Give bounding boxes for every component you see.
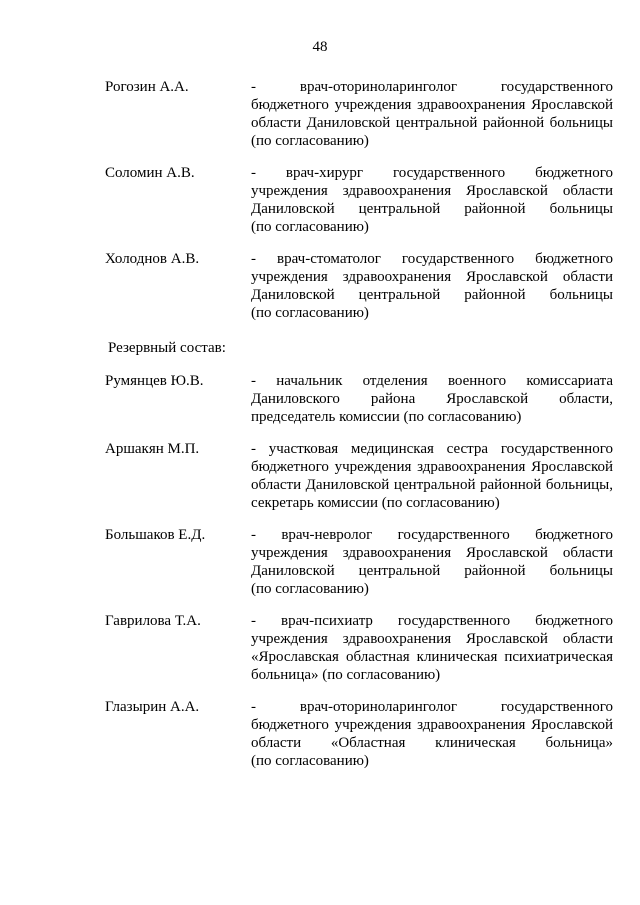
description-line: учреждения здравоохранения Ярославской области — [251, 183, 613, 199]
description-line: учреждения здравоохранения Ярославской области — [251, 269, 613, 285]
description-line: учреждения здравоохранения Ярославской области — [251, 631, 613, 647]
description-line: области Даниловской центральной районной больницы, — [251, 477, 613, 493]
description-line: больница» (по согласованию) — [251, 667, 441, 683]
description-line: Даниловской центральной районной больницы — [251, 287, 613, 303]
description-line: (по согласованию) — [251, 305, 369, 321]
description-line: - начальник отделения военного комиссариата — [251, 373, 613, 389]
description-line: (по согласованию) — [251, 581, 369, 597]
member-name: Глазырин А.А. — [105, 699, 200, 715]
reserve-heading: Резервный состав: — [108, 340, 226, 356]
description-line: (по согласованию) — [251, 133, 369, 149]
description-line: Даниловской центральной районной больницы — [251, 563, 613, 579]
description-line: области Даниловской центральной районной больницы — [251, 115, 613, 131]
member-description — [251, 372, 613, 426]
description-line: бюджетного учреждения здравоохранения Ярославской — [251, 97, 613, 113]
description-line: Даниловского района Ярославской области, — [251, 391, 613, 407]
description-line: Даниловской центральной районной больницы — [251, 201, 613, 217]
member-description — [251, 78, 613, 150]
member-description — [251, 612, 613, 684]
member-description — [251, 250, 613, 322]
member-name: Гаврилова Т.А. — [105, 613, 201, 629]
member-description — [251, 526, 613, 598]
member-name: Аршакян М.П. — [105, 441, 200, 457]
description-line: - участковая медицинская сестра государственного — [251, 441, 613, 457]
member-name: Румянцев Ю.В. — [105, 373, 204, 389]
page-number: 48 — [312, 39, 328, 55]
description-line: - врач-оториноларинголог государственного — [251, 79, 613, 95]
description-line: (по согласованию) — [251, 753, 369, 769]
description-line: области «Областная клиническая больница» — [251, 735, 613, 751]
description-line: бюджетного учреждения здравоохранения Ярославской — [251, 717, 613, 733]
description-line: учреждения здравоохранения Ярославской области — [251, 545, 613, 561]
description-line: (по согласованию) — [251, 219, 369, 235]
description-line: - врач-стоматолог государственного бюджетного — [251, 251, 613, 267]
member-description — [251, 440, 613, 512]
member-description — [251, 164, 613, 236]
description-line: - врач-хирург государственного бюджетного — [251, 165, 613, 181]
member-name: Холоднов А.В. — [105, 251, 200, 267]
member-name: Соломин А.В. — [105, 165, 195, 181]
description-line: «Ярославская областная клиническая психиатрическая — [251, 649, 613, 665]
description-line: - врач-оториноларинголог государственного — [251, 699, 613, 715]
description-line: - врач-психиатр государственного бюджетного — [251, 613, 613, 629]
description-line: секретарь комиссии (по согласованию) — [251, 495, 500, 511]
description-line: бюджетного учреждения здравоохранения Ярославской — [251, 459, 613, 475]
description-line: - врач-невролог государственного бюджетного — [251, 527, 613, 543]
description-line: председатель комиссии (по согласованию) — [251, 409, 522, 425]
member-name: Большаков Е.Д. — [105, 527, 206, 543]
member-name: Рогозин А.А. — [105, 79, 189, 95]
member-description — [251, 698, 613, 770]
